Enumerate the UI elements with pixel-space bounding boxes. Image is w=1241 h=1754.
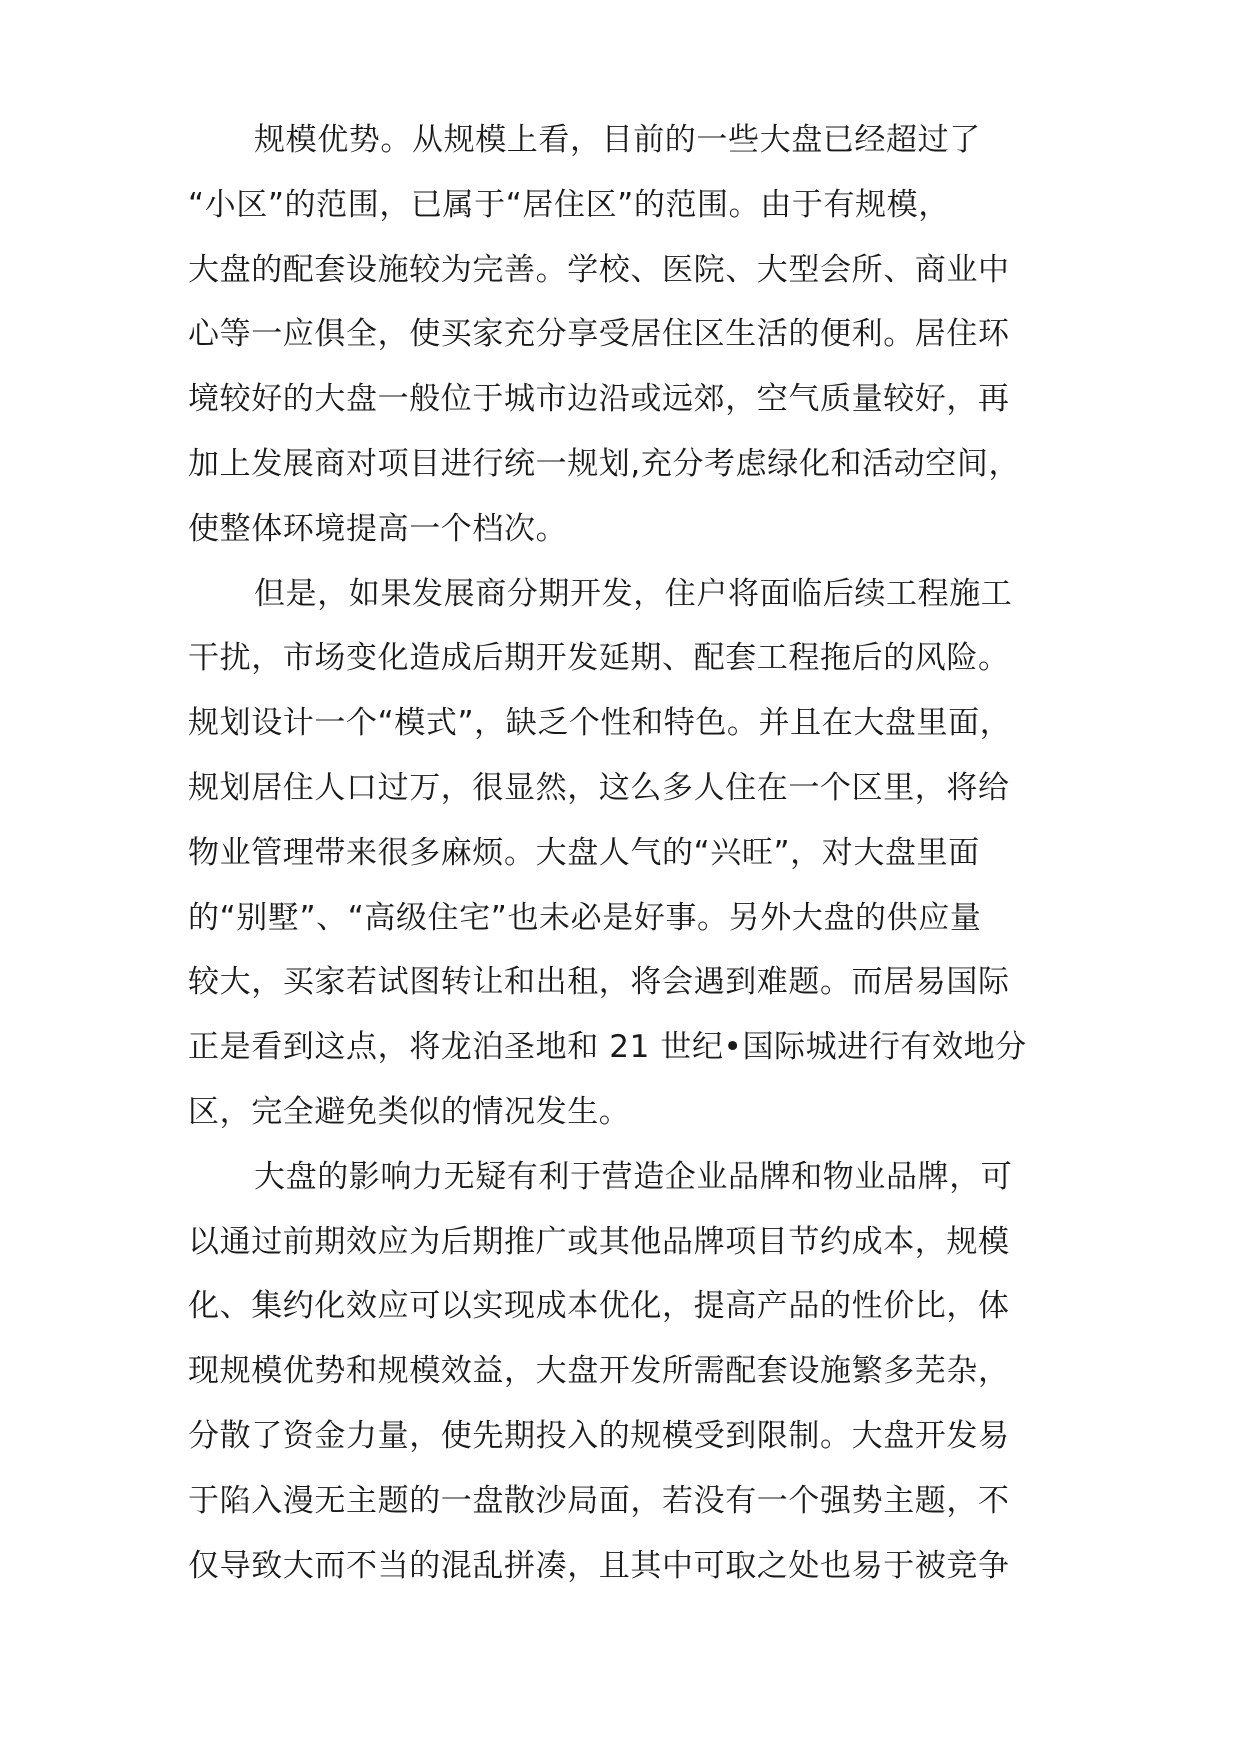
text-line: 大盘的配套设施较为完善。学校、医院、大型会所、商业中 (188, 251, 1010, 288)
text-line: 大盘的影响力无疑有利于营造企业品牌和物业品牌，可 (254, 1158, 1013, 1195)
text-line: 分散了资金力量，使先期投入的规模受到限制。大盘开发易 (188, 1417, 1010, 1454)
document-body (188, 108, 1068, 1598)
text-line: 较大，买家若试图转让和出租，将会遇到难题。而居易国际 (188, 964, 1010, 1001)
text-line: 干扰，市场变化造成后期开发延期、配套工程拖后的风险。 (188, 640, 1010, 677)
text-line: 于陷入漫无主题的一盘散沙局面，若没有一个强势主题，不 (188, 1482, 1010, 1519)
text-line: 化、集约化效应可以实现成本优化，提高产品的性价比，体 (188, 1288, 1010, 1325)
text-line: 使整体环境提高一个档次。 (188, 510, 568, 547)
text-line: 但是，如果发展商分期开发，住户将面临后续工程施工 (254, 575, 1013, 612)
text-line: 加上发展商对项目进行统一规划,充分考虑绿化和活动空间， (188, 445, 1021, 482)
text-line: 现规模优势和规模效益，大盘开发所需配套设施繁多芜杂， (188, 1353, 1010, 1390)
paragraph-3 (188, 1145, 1068, 1599)
text-line: 境较好的大盘一般位于城市边沿或远郊，空气质量较好，再 (188, 381, 1010, 418)
text-line: 区，完全避免类似的情况发生。 (188, 1093, 631, 1130)
text-line: 以通过前期效应为后期推广或其他品牌项目节约成本，规模 (188, 1223, 1010, 1260)
text-line: 的“别墅”、“高级住宅”也未必是好事。另外大盘的供应量 (188, 899, 982, 936)
paragraph-2 (188, 562, 1068, 1145)
text-line: 规划设计一个“模式”，缺乏个性和特色。并且在大盘里面， (188, 705, 1012, 742)
text-line: 心等一应俱全，使买家充分享受居住区生活的便利。居住环 (188, 316, 1010, 353)
paragraph-1 (188, 108, 1068, 562)
text-line: “小区”的范围，已属于“居住区”的范围。由于有规模， (188, 186, 950, 223)
text-line: 物业管理带来很多麻烦。大盘人气的“兴旺”，对大盘里面 (188, 834, 980, 871)
text-line: 正是看到这点，将龙泊圣地和 21 世纪•国际城进行有效地分 (188, 1029, 1027, 1066)
text-line: 规模优势。从规模上看，目前的一些大盘已经超过了 (254, 122, 981, 158)
text-line: 规划居住人口过万，很显然，这么多人住在一个区里，将给 (188, 769, 1010, 806)
text-line: 仅导致大而不当的混乱拼凑，且其中可取之处也易于被竞争 (188, 1547, 1010, 1584)
